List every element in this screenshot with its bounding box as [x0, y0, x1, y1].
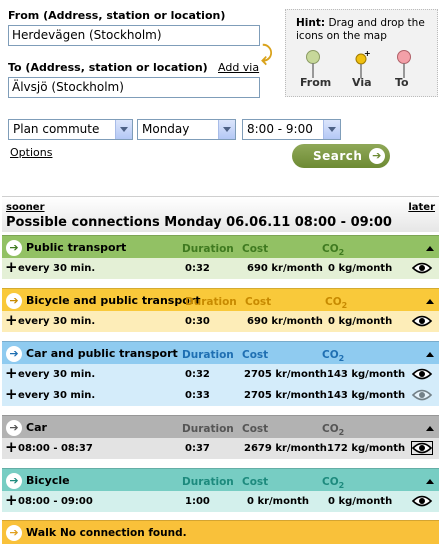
co2-label: CO — [322, 476, 339, 488]
row-cost: 2679 kr/month — [244, 443, 327, 454]
chevron-down-icon[interactable] — [115, 120, 132, 139]
chevron-down-icon[interactable] — [218, 120, 235, 139]
expand-icon[interactable]: + — [5, 438, 18, 456]
swap-icon[interactable]: ⤸ — [261, 41, 273, 65]
column-cost: Cost — [245, 296, 272, 308]
hint-title: Hint: — [296, 17, 326, 29]
eye-icon[interactable] — [412, 368, 432, 380]
co2-subscript: 2 — [338, 481, 345, 491]
row-frequency: 08:00 - 08:37 — [18, 443, 93, 454]
expand-icon[interactable]: + — [5, 258, 18, 276]
column-duration: Duration — [182, 423, 234, 435]
add-via-link[interactable]: Add via — [218, 61, 260, 74]
expand-icon[interactable]: + — [5, 311, 18, 329]
row-co2: 143 kg/month — [327, 390, 406, 401]
group-header[interactable] — [2, 288, 439, 312]
co2-subscript: 2 — [338, 248, 345, 258]
co2-label: CO — [322, 423, 339, 435]
commute-select[interactable] — [8, 119, 133, 140]
day-select-value: Monday — [142, 122, 190, 136]
hint-text: Drag and drop the icons on the map — [296, 17, 425, 42]
column-co2 — [322, 349, 344, 363]
collapse-icon[interactable] — [426, 426, 434, 431]
column-cost: Cost — [242, 423, 269, 435]
svg-text:+: + — [364, 49, 371, 58]
commute-select-value: Plan commute — [13, 122, 100, 136]
row-duration: 1:00 — [185, 496, 210, 507]
eye-icon[interactable] — [412, 315, 432, 327]
results-header — [2, 196, 439, 232]
time-select[interactable] — [242, 119, 341, 140]
arrow-right-icon[interactable]: ➔ — [6, 525, 22, 541]
row-co2: 0 kg/month — [328, 263, 393, 274]
table-row[interactable] — [2, 491, 439, 512]
collapse-icon[interactable] — [426, 299, 434, 304]
walk-message: No connection found. — [60, 527, 187, 539]
row-duration: 0:30 — [185, 316, 210, 327]
column-duration: Duration — [185, 296, 237, 308]
row-co2: 143 kg/month — [327, 369, 406, 380]
arrow-right-icon[interactable]: ➔ — [6, 420, 22, 436]
arrow-right-icon: ➔ — [369, 148, 385, 164]
row-co2: 0 kg/month — [328, 496, 393, 507]
from-pin-label: From — [300, 76, 332, 89]
row-duration: 0:32 — [185, 369, 210, 380]
search-button[interactable] — [292, 144, 390, 168]
co2-label: CO — [325, 296, 342, 308]
row-cost: 2705 kr/month — [244, 390, 327, 401]
column-duration: Duration — [182, 243, 234, 255]
row-cost: 0 kr/month — [247, 496, 309, 507]
group-header[interactable] — [2, 415, 439, 439]
collapse-icon[interactable] — [426, 352, 434, 357]
row-duration: 0:37 — [185, 443, 210, 454]
search-button-label: Search — [313, 149, 363, 163]
column-co2 — [322, 243, 344, 257]
co2-label: CO — [322, 349, 339, 361]
column-duration: Duration — [182, 349, 234, 361]
column-co2 — [325, 296, 347, 310]
expand-icon[interactable]: + — [5, 491, 18, 509]
collapse-icon[interactable] — [426, 479, 434, 484]
hint-box — [285, 9, 438, 97]
arrow-right-icon[interactable]: ➔ — [6, 240, 22, 256]
group-header[interactable] — [2, 235, 439, 259]
co2-label: CO — [322, 243, 339, 255]
to-label: To (Address, station or location) — [8, 61, 208, 74]
co2-subscript: 2 — [338, 354, 345, 364]
table-row[interactable] — [2, 364, 439, 385]
arrow-right-icon[interactable]: ➔ — [6, 346, 22, 362]
chevron-down-icon[interactable] — [323, 120, 340, 139]
from-input[interactable]: Herdevägen (Stockholm) — [8, 25, 260, 46]
day-select[interactable] — [137, 119, 236, 140]
co2-subscript: 2 — [341, 301, 348, 311]
group-name: Car and public transport — [26, 347, 178, 360]
row-frequency: every 30 min. — [18, 316, 96, 327]
row-cost: 690 kr/month — [247, 316, 323, 327]
row-frequency: 08:00 - 09:00 — [18, 496, 93, 507]
row-co2: 172 kg/month — [327, 443, 406, 454]
eye-icon[interactable] — [412, 495, 432, 507]
row-co2: 0 kg/month — [328, 316, 393, 327]
group-header[interactable] — [2, 341, 439, 365]
column-cost: Cost — [242, 243, 269, 255]
row-frequency: every 30 min. — [18, 263, 96, 274]
row-frequency: every 30 min. — [18, 390, 96, 401]
row-cost: 2705 kr/month — [244, 369, 327, 380]
group-name: Public transport — [26, 241, 127, 254]
to-input[interactable]: Älvsjö (Stockholm) — [8, 77, 260, 98]
results-title: Possible connections Monday 06.06.11 08:00 - 09:00 — [6, 215, 392, 230]
group-name: Car — [26, 421, 47, 434]
collapse-icon[interactable] — [426, 246, 434, 251]
sooner-link[interactable]: sooner — [6, 202, 45, 213]
group-header[interactable] — [2, 468, 439, 492]
column-cost: Cost — [242, 476, 269, 488]
walk-label: Walk — [26, 526, 57, 539]
table-row[interactable] — [2, 258, 439, 279]
to-pin-label: To — [395, 76, 409, 89]
group-walk — [2, 520, 439, 544]
options-link[interactable]: Options — [10, 146, 53, 159]
row-cost: 690 kr/month — [247, 263, 323, 274]
expand-icon[interactable]: + — [5, 385, 18, 403]
eye-icon[interactable] — [412, 389, 432, 401]
from-label: From (Address, station or location) — [8, 9, 226, 22]
group-name: Bicycle and public transport — [26, 294, 201, 307]
column-co2 — [322, 476, 344, 490]
table-row[interactable] — [2, 385, 439, 406]
column-cost: Cost — [242, 349, 269, 361]
table-row[interactable] — [2, 311, 439, 332]
group-name: Bicycle — [26, 474, 70, 487]
row-duration: 0:33 — [185, 390, 210, 401]
column-co2 — [322, 423, 344, 437]
expand-icon[interactable]: + — [5, 364, 18, 382]
later-link[interactable]: later — [408, 202, 435, 213]
eye-icon[interactable] — [412, 262, 432, 274]
row-duration: 0:32 — [185, 263, 210, 274]
time-select-value: 8:00 - 9:00 — [247, 122, 313, 136]
row-frequency: every 30 min. — [18, 369, 96, 380]
arrow-right-icon[interactable]: ➔ — [6, 293, 22, 309]
arrow-right-icon[interactable]: ➔ — [6, 473, 22, 489]
column-duration: Duration — [182, 476, 234, 488]
via-pin-label: Via — [352, 76, 372, 89]
eye-icon[interactable] — [412, 442, 432, 454]
table-row[interactable] — [2, 438, 439, 459]
co2-subscript: 2 — [338, 428, 345, 438]
